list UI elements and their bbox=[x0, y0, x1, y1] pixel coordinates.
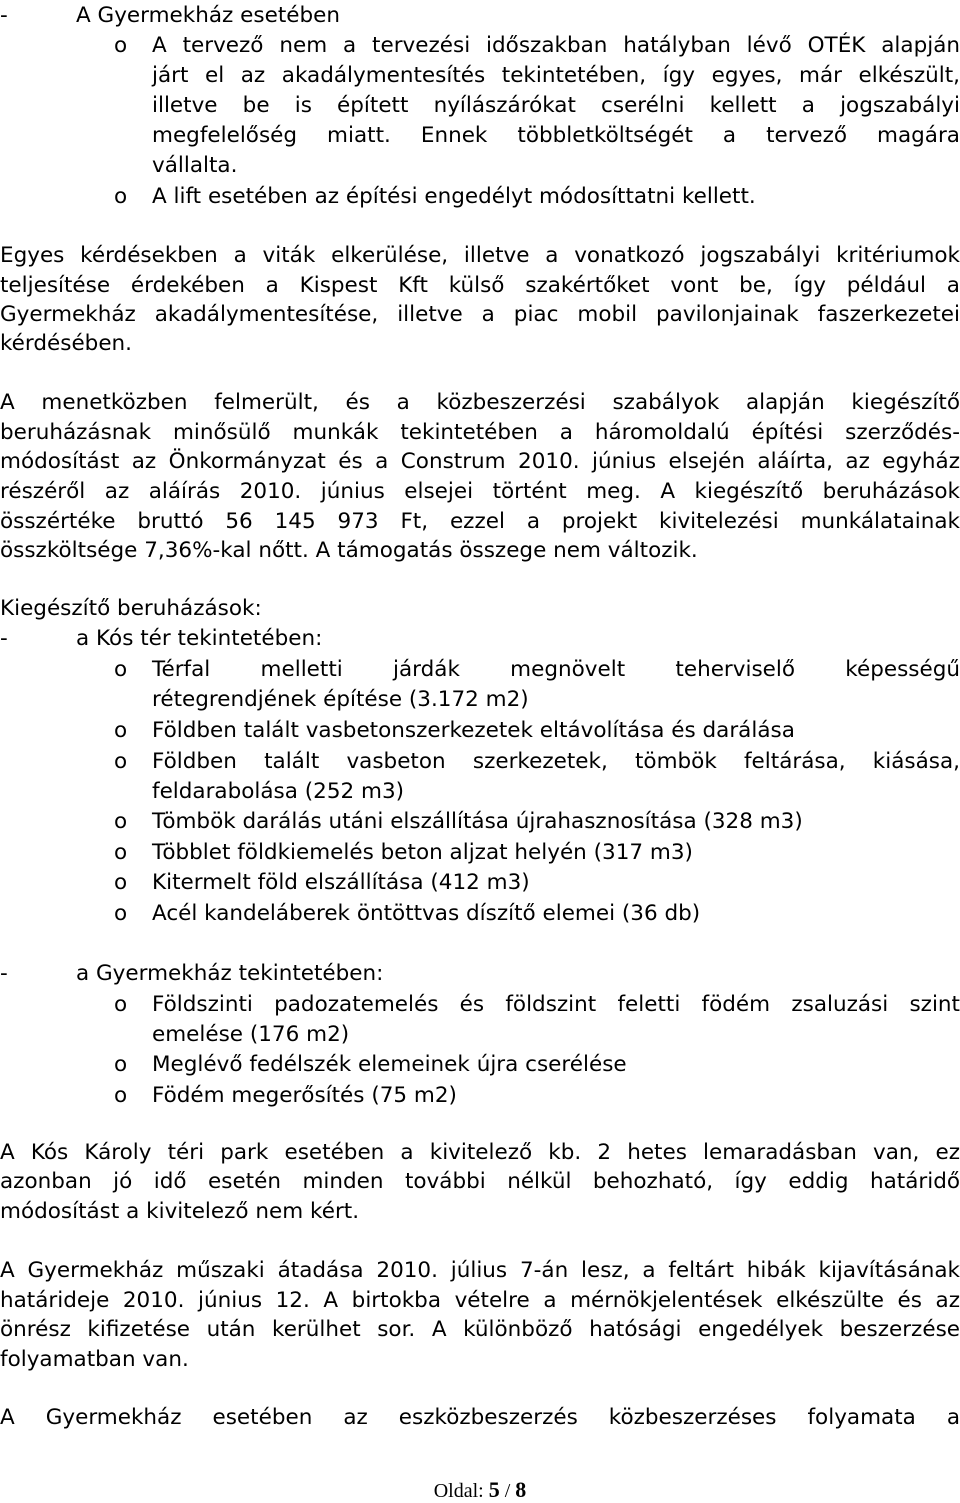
bullet-marker: o bbox=[114, 33, 128, 58]
dash-marker: - bbox=[0, 961, 8, 986]
paragraph-line: módosítást a kivitelező nem kért. bbox=[0, 1199, 360, 1224]
list-item: o Földszinti padozatemelés és földszint feletti födém zsaluzási szint bbox=[0, 990, 960, 1020]
section-heading-gyermekhaz: - A Gyermekház esetében bbox=[0, 1, 960, 31]
bullet-marker: o bbox=[114, 992, 128, 1017]
list-item-continuation: megfelelőség miatt. Ennek többletköltségét a tervező magára bbox=[152, 123, 960, 148]
paragraph-line: részéről az aláírás 2010. június elsejei történt meg. A kiegészítő beruházások bbox=[0, 479, 960, 504]
total-page-number: 8 bbox=[515, 1477, 527, 1502]
list-item-continuation: vállalta. bbox=[152, 153, 238, 178]
bullet-marker: o bbox=[114, 718, 128, 743]
list-item-continuation: emelése (176 m2) bbox=[152, 1022, 350, 1047]
list-item: o Meglévő fedélszék elemeinek újra cserélése bbox=[0, 1050, 960, 1080]
page-separator: / bbox=[504, 1480, 511, 1502]
gyermekhaz-heading: - a Gyermekház tekintetében: bbox=[0, 959, 960, 989]
paragraph-line: Egyes kérdésekben a viták elkerülése, illetve a vonatkozó jogszabályi kritériumok bbox=[0, 243, 960, 268]
dash-marker: - bbox=[0, 626, 8, 651]
paragraph-line: teljesítése érdekében a Kispest Kft külső szakértőket vont be, így például a bbox=[0, 273, 960, 298]
paragraph-line: A menetközben felmerült, és a közbeszerzési szabályok alapján kiegészítő bbox=[0, 390, 960, 415]
current-page-number: 5 bbox=[488, 1477, 500, 1502]
paragraph-line: A Gyermekház műszaki átadása 2010. július 7-án lesz, a feltárt hibák kijavításának bbox=[0, 1258, 960, 1283]
paragraph-line: Gyermekház akadálymentesítése, illetve a piac mobil pavilonjainak faszerkezetei bbox=[0, 302, 960, 327]
kiegeszito-heading: Kiegészítő beruházások: bbox=[0, 596, 262, 621]
bullet-marker: o bbox=[114, 657, 128, 682]
bullet-marker: o bbox=[114, 1083, 128, 1108]
list-item: o Földben talált vasbeton szerkezetek, tömbök feltárása, kiásása, bbox=[0, 747, 960, 777]
kos-ter-heading: - a Kós tér tekintetében: bbox=[0, 624, 960, 654]
paragraph-line: azonban jó idő esetén minden további nélkül behozható, így eddig határidő bbox=[0, 1169, 960, 1194]
list-item-continuation: feldarabolása (252 m3) bbox=[152, 779, 405, 804]
paragraph-line: folyamatban van. bbox=[0, 1347, 189, 1372]
bullet-marker: o bbox=[114, 749, 128, 774]
paragraph-line: beruházásnak minősülő munkák tekintetében a háromoldalú építési szerződés- bbox=[0, 420, 960, 445]
page-footer bbox=[0, 1478, 960, 1503]
list-item: o A tervező nem a tervezési időszakban hatályban lévő OTÉK alapján bbox=[0, 31, 960, 61]
paragraph-line: önrész kifizetése után kerülhet sor. A különböző hatósági engedélyek beszerzése bbox=[0, 1317, 960, 1342]
list-item: o Acél kandeláberek öntöttvas díszítő elemei (36 db) bbox=[0, 899, 960, 929]
list-item-continuation: járt el az akadálymentesítés tekintetében, így egyes, már elkészült, bbox=[152, 63, 960, 88]
paragraph-line: A Gyermekház esetében az eszközbeszerzés közbeszerzéses folyamata a bbox=[0, 1405, 960, 1430]
list-item: o Kitermelt föld elszállítása (412 m3) bbox=[0, 868, 960, 898]
paragraph-line: A Kós Károly téri park esetében a kivitelező kb. 2 hetes lemaradásban van, ez bbox=[0, 1140, 960, 1165]
paragraph-line: határideje 2010. június 12. A birtokba vételre a mérnökjelentések elkészülte és az bbox=[0, 1288, 960, 1313]
list-item: o Földben talált vasbetonszerkezetek eltávolítása és darálása bbox=[0, 716, 960, 746]
paragraph-line: összköltsége 7,36%-kal nőtt. A támogatás összege nem változik. bbox=[0, 538, 698, 563]
bullet-marker: o bbox=[114, 840, 128, 865]
bullet-marker: o bbox=[114, 184, 128, 209]
paragraph-line: kérdésében. bbox=[0, 331, 133, 356]
list-item: o A lift esetében az építési engedélyt módosíttatni kellett. bbox=[0, 182, 960, 212]
list-item-continuation: illetve be is épített nyílászárókat cserélni kellett a jogszabályi bbox=[152, 93, 960, 118]
footer-label: Oldal: bbox=[433, 1480, 484, 1502]
paragraph-line: módosítást az Önkormányzat és a Construm 2010. június elsején aláírta, az egyház bbox=[0, 449, 960, 474]
bullet-marker: o bbox=[114, 1052, 128, 1077]
list-item: o Tömbök darálás utáni elszállítása újrahasznosítása (328 m3) bbox=[0, 807, 960, 837]
list-item: o Födém megerősítés (75 m2) bbox=[0, 1081, 960, 1111]
list-item-continuation: rétegrendjének építése (3.172 m2) bbox=[152, 687, 529, 712]
dash-marker: - bbox=[0, 3, 8, 28]
list-item: o Többlet földkiemelés beton aljzat helyén (317 m3) bbox=[0, 838, 960, 868]
bullet-marker: o bbox=[114, 809, 128, 834]
paragraph-line: összértéke bruttó 56 145 973 Ft, ezzel a projekt kivitelezési munkálatainak bbox=[0, 509, 960, 534]
bullet-marker: o bbox=[114, 870, 128, 895]
bullet-marker: o bbox=[114, 901, 128, 926]
list-item: o Térfal melletti járdák megnövelt teherviselő képességű bbox=[0, 655, 960, 685]
